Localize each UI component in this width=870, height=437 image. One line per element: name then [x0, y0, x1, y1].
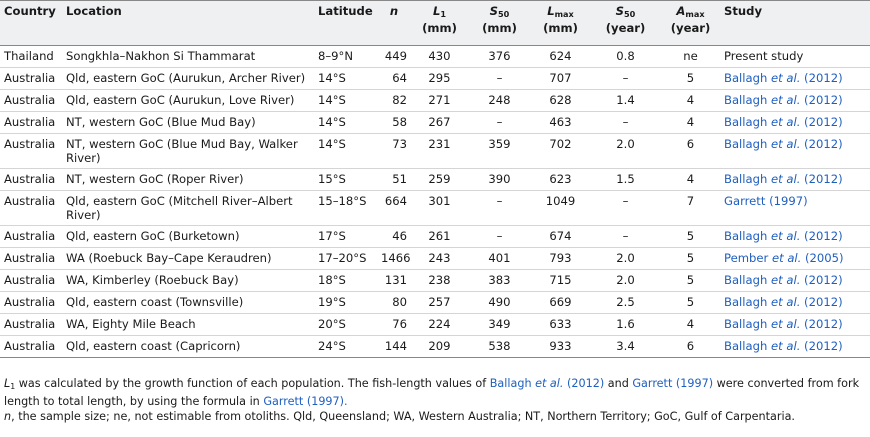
cell-location: NT, western GoC (Blue Mud Bay) — [66, 115, 256, 129]
cell-latitude: 8–9°N — [318, 49, 354, 63]
cell-amax: 4 — [686, 317, 695, 331]
cell-location: Qld, eastern coast (Townsville) — [66, 295, 244, 309]
study-part-em: et al. — [771, 115, 801, 129]
table-row — [0, 336, 870, 358]
cell-study — [720, 46, 870, 68]
cell-n: 131 — [384, 273, 407, 287]
cell-location: NT, western GoC (Roper River) — [66, 172, 244, 186]
study-part-a: Present study — [724, 49, 804, 63]
cell-amax: 4 — [686, 115, 695, 129]
cell-s50-year: 2.5 — [616, 295, 635, 309]
cell-n: 144 — [384, 339, 407, 353]
cell-n: 449 — [384, 49, 407, 63]
study-part-em: et al. — [771, 317, 801, 331]
ref-link-garrett-2[interactable]: Garrett (1997). — [263, 395, 348, 408]
cell-l1: 295 — [428, 71, 451, 85]
col-s50-mm: $S_{50}$ (mm) — [468, 1, 531, 46]
table-row — [0, 90, 870, 112]
cell-n: 46 — [392, 229, 407, 243]
study-part-b: (2012) — [800, 273, 843, 287]
study-part-a: Ballagh — [724, 172, 771, 186]
cell-amax: 5 — [686, 295, 695, 309]
col-amax: $A_{max}$ (year) — [661, 1, 720, 46]
cell-location: NT, western GoC (Blue Mud Bay, Walker River) — [66, 137, 298, 165]
ref-link-ballagh[interactable]: Ballagh et al. (2012) — [489, 377, 605, 390]
cell-s50-mm: – — [496, 115, 503, 129]
cell-s50-year: 0.8 — [616, 49, 635, 63]
cell-l1: 261 — [428, 229, 451, 243]
col-study: Study — [720, 1, 870, 46]
table-row — [0, 292, 870, 314]
cell-country: Australia — [4, 137, 56, 151]
cell-lmax: 674 — [549, 229, 572, 243]
table-row — [0, 46, 870, 68]
cell-amax: 7 — [686, 194, 695, 208]
cell-study[interactable] — [720, 314, 870, 336]
col-l1: $L_1$ (mm) — [411, 1, 468, 46]
cell-country: Australia — [4, 251, 56, 265]
cell-country: Australia — [4, 339, 56, 353]
cell-l1: 238 — [428, 273, 451, 287]
table-row — [0, 169, 870, 191]
study-part-b: (2012) — [800, 137, 843, 151]
cell-s50-year: 2.0 — [616, 251, 635, 265]
table-row — [0, 270, 870, 292]
cell-lmax: 628 — [549, 93, 572, 107]
header-row — [0, 1, 870, 46]
cell-amax: 4 — [686, 93, 695, 107]
cell-lmax: 633 — [549, 317, 572, 331]
table-row — [0, 314, 870, 336]
study-part-em: et al. — [771, 71, 801, 85]
cell-location: Qld, eastern GoC (Mitchell River–Albert River) — [66, 194, 293, 222]
col-lmax: $L_{max}$ (mm) — [531, 1, 590, 46]
study-part-b: (2012) — [800, 115, 843, 129]
cell-country: Thailand — [4, 49, 54, 63]
study-part-b: (2012) — [800, 295, 843, 309]
cell-n: 82 — [392, 93, 407, 107]
cell-latitude: 14°S — [318, 137, 346, 151]
cell-country: Australia — [4, 172, 56, 186]
cell-study[interactable] — [720, 226, 870, 248]
cell-lmax: 624 — [549, 49, 572, 63]
cell-l1: 267 — [428, 115, 451, 129]
cell-study[interactable] — [720, 191, 870, 226]
cell-l1: 209 — [428, 339, 451, 353]
study-part-em: et al. — [771, 172, 801, 186]
cell-study[interactable] — [720, 292, 870, 314]
study-part-em: et al. — [771, 339, 801, 353]
cell-country: Australia — [4, 273, 56, 287]
study-part-b: (2012) — [800, 229, 843, 243]
cell-country: Australia — [4, 71, 56, 85]
footnote-1: $L_1$ was calculated by the growth function of each population. The fish-length values of Ballagh et al. (2012) and Garrett (1997) were converted from fork length to total length, by using the formula in Garrett (1997). — [4, 377, 860, 408]
cell-s50-year: 1.4 — [616, 93, 635, 107]
ref-link-garrett[interactable]: Garrett (1997) — [632, 377, 714, 390]
study-part-a: Ballagh — [724, 229, 771, 243]
cell-n: 80 — [392, 295, 407, 309]
cell-country: Australia — [4, 93, 56, 107]
cell-l1: 301 — [428, 194, 451, 208]
study-part-a: Ballagh — [724, 93, 771, 107]
col-latitude: Latitude — [314, 1, 377, 46]
cell-lmax: 623 — [549, 172, 572, 186]
cell-s50-year: – — [622, 194, 629, 208]
study-part-a: Ballagh — [724, 137, 771, 151]
study-part-em: et al. — [771, 273, 801, 287]
cell-study[interactable] — [720, 336, 870, 358]
cell-n: 76 — [392, 317, 407, 331]
cell-l1: 257 — [428, 295, 451, 309]
study-part-a: Ballagh — [724, 317, 771, 331]
cell-s50-year: 2.0 — [616, 273, 635, 287]
cell-n: 73 — [392, 137, 407, 151]
cell-latitude: 24°S — [318, 339, 346, 353]
cell-latitude: 14°S — [318, 71, 346, 85]
cell-location: Qld, eastern GoC (Aurukun, Archer River) — [66, 71, 306, 85]
col-n: n — [377, 1, 411, 46]
cell-amax: 4 — [686, 172, 695, 186]
table-body — [0, 46, 870, 358]
cell-n: 58 — [392, 115, 407, 129]
study-part-b: (2012) — [800, 172, 843, 186]
cell-l1: 224 — [428, 317, 451, 331]
cell-s50-mm: 349 — [488, 317, 511, 331]
cell-s50-year: 1.6 — [616, 317, 635, 331]
table-row — [0, 248, 870, 270]
cell-s50-mm: 248 — [488, 93, 511, 107]
cell-l1: 271 — [428, 93, 451, 107]
cell-latitude: 14°S — [318, 115, 346, 129]
cell-study[interactable] — [720, 112, 870, 134]
cell-study[interactable] — [720, 169, 870, 191]
table-row — [0, 226, 870, 248]
cell-l1: 259 — [428, 172, 451, 186]
cell-lmax: 702 — [549, 137, 572, 151]
col-country: Country — [0, 1, 62, 46]
cell-s50-year: – — [622, 115, 629, 129]
cell-amax: ne — [683, 49, 698, 63]
cell-location: WA, Eighty Mile Beach — [66, 317, 196, 331]
study-part-b: (2012) — [800, 339, 843, 353]
cell-latitude: 18°S — [318, 273, 346, 287]
cell-latitude: 17–20°S — [318, 251, 367, 265]
cell-s50-mm: – — [496, 229, 503, 243]
footnote-2: n, the sample size; ne, not estimable from otoliths. Qld, Queensland; WA, Western Australia; NT, Northern Territory; GoC, Gulf of Carpentaria. — [4, 410, 795, 423]
cell-s50-year: – — [622, 229, 629, 243]
cell-location: Qld, eastern GoC (Aurukun, Love River) — [66, 93, 295, 107]
study-part-b: (2012) — [800, 93, 843, 107]
study-part-b: (2012) — [800, 317, 843, 331]
cell-amax: 5 — [686, 251, 695, 265]
cell-study[interactable] — [720, 68, 870, 90]
cell-s50-mm: 359 — [488, 137, 511, 151]
study-part-em: et al. — [771, 229, 801, 243]
cell-n: 664 — [384, 194, 407, 208]
cell-n: 64 — [392, 71, 407, 85]
cell-latitude: 17°S — [318, 229, 346, 243]
cell-location: Qld, eastern coast (Capricorn) — [66, 339, 241, 353]
cell-s50-year: 2.0 — [616, 137, 635, 151]
cell-amax: 6 — [686, 137, 695, 151]
cell-latitude: 15°S — [318, 172, 346, 186]
table-row — [0, 112, 870, 134]
cell-s50-mm: 401 — [488, 251, 511, 265]
cell-amax: 5 — [686, 229, 695, 243]
col-location: Location — [62, 1, 314, 46]
study-part-em: et al. — [771, 251, 802, 265]
cell-amax: 5 — [686, 71, 695, 85]
cell-latitude: 19°S — [318, 295, 346, 309]
cell-amax: 5 — [686, 273, 695, 287]
cell-s50-mm: 538 — [488, 339, 511, 353]
study-part-em: et al. — [771, 295, 801, 309]
cell-s50-year: – — [622, 71, 629, 85]
cell-location: Songkhla–Nakhon Si Thammarat — [66, 49, 256, 63]
study-part-a: Ballagh — [724, 339, 771, 353]
study-part-a: Ballagh — [724, 71, 771, 85]
cell-country: Australia — [4, 229, 56, 243]
cell-location: Qld, eastern GoC (Burketown) — [66, 229, 240, 243]
study-part-a: Ballagh — [724, 115, 771, 129]
table-row — [0, 134, 870, 169]
study-part-b: (2012) — [800, 71, 843, 85]
cell-study[interactable] — [720, 134, 870, 169]
cell-s50-mm: – — [496, 194, 503, 208]
cell-country: Australia — [4, 115, 56, 129]
cell-s50-mm: 383 — [488, 273, 511, 287]
table-row — [0, 191, 870, 226]
cell-latitude: 14°S — [318, 93, 346, 107]
cell-study[interactable] — [720, 248, 870, 270]
cell-lmax: 707 — [549, 71, 572, 85]
study-part-b: (2005) — [801, 251, 844, 265]
cell-country: Australia — [4, 194, 56, 208]
cell-country: Australia — [4, 295, 56, 309]
cell-n: 51 — [392, 172, 407, 186]
cell-lmax: 715 — [549, 273, 572, 287]
cell-l1: 243 — [428, 251, 451, 265]
cell-lmax: 933 — [549, 339, 572, 353]
cell-s50-mm: – — [496, 71, 503, 85]
study-part-em: et al. — [771, 93, 801, 107]
cell-s50-mm: 390 — [488, 172, 511, 186]
col-s50-year: $S_{50}$ (year) — [590, 1, 661, 46]
cell-s50-year: 1.5 — [616, 172, 635, 186]
cell-location: WA, Kimberley (Roebuck Bay) — [66, 273, 239, 287]
cell-n: 1466 — [381, 251, 411, 265]
cell-lmax: 463 — [549, 115, 572, 129]
cell-country: Australia — [4, 317, 56, 331]
cell-s50-mm: 490 — [488, 295, 511, 309]
cell-study[interactable] — [720, 270, 870, 292]
cell-study[interactable] — [720, 90, 870, 112]
cell-l1: 430 — [428, 49, 451, 63]
cell-latitude: 15–18°S — [318, 194, 367, 208]
cell-lmax: 669 — [549, 295, 572, 309]
study-part-a: Pember — [724, 251, 772, 265]
study-part-em: et al. — [771, 137, 801, 151]
cell-lmax: 1049 — [545, 194, 576, 208]
cell-l1: 231 — [428, 137, 451, 151]
cell-amax: 6 — [686, 339, 695, 353]
cell-lmax: 793 — [549, 251, 572, 265]
study-part-a: Ballagh — [724, 273, 771, 287]
footnotes — [4, 376, 866, 424]
cell-s50-mm: 376 — [488, 49, 511, 63]
study-part-a: Garrett (1997) — [724, 194, 808, 208]
study-part-a: Ballagh — [724, 295, 771, 309]
cell-location: WA (Roebuck Bay–Cape Keraudren) — [66, 251, 272, 265]
cell-latitude: 20°S — [318, 317, 346, 331]
table-row — [0, 68, 870, 90]
cell-s50-year: 3.4 — [616, 339, 635, 353]
